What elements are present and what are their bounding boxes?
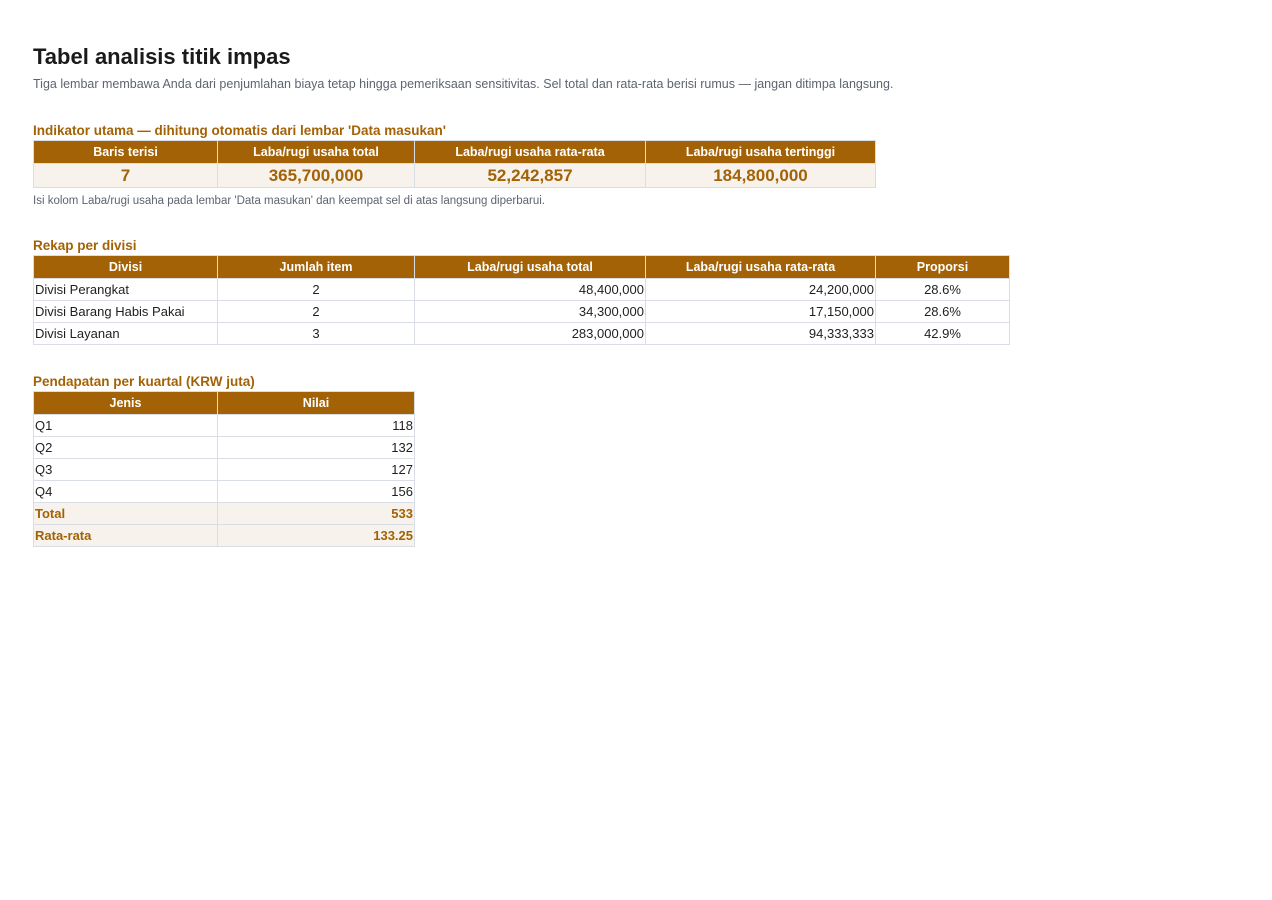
quarterly-table xyxy=(33,391,415,547)
proportion-cell[interactable]: 28.6% xyxy=(876,279,1010,301)
quarter-value-cell[interactable]: 132 xyxy=(218,437,415,459)
average-profit-cell[interactable]: 17,150,000 xyxy=(646,301,876,323)
division-header-cell[interactable]: Proporsi xyxy=(876,256,1010,279)
quarterly-header-row xyxy=(34,392,415,415)
total-profit-cell[interactable]: 48,400,000 xyxy=(415,279,646,301)
kpi-note: Isi kolom Laba/rugi usaha pada lembar 'Data masukan' dan keempat sel di atas langsung diperbarui. xyxy=(33,195,545,207)
item-count-cell[interactable]: 3 xyxy=(218,323,415,345)
quarter-value-cell[interactable]: 118 xyxy=(218,415,415,437)
division-name-cell[interactable]: Divisi Perangkat xyxy=(34,279,218,301)
table-row xyxy=(34,459,415,481)
kpi-header-cell[interactable]: Baris terisi xyxy=(34,141,218,164)
table-row xyxy=(34,323,1010,345)
quarterly-header-cell[interactable]: Jenis xyxy=(34,392,218,415)
kpi-value-cell[interactable]: 365,700,000 xyxy=(218,164,415,188)
quarter-label-cell[interactable]: Q2 xyxy=(34,437,218,459)
division-header-cell[interactable]: Laba/rugi usaha total xyxy=(415,256,646,279)
kpi-value-row xyxy=(34,164,876,188)
quarterly-section-title: Pendapatan per kuartal (KRW juta) xyxy=(33,374,255,389)
total-profit-cell[interactable]: 283,000,000 xyxy=(415,323,646,345)
division-header-cell[interactable]: Jumlah item xyxy=(218,256,415,279)
kpi-section xyxy=(33,122,876,209)
total-label-cell[interactable]: Total xyxy=(34,503,218,525)
average-profit-cell[interactable]: 24,200,000 xyxy=(646,279,876,301)
page-title: Tabel analisis titik impas xyxy=(33,44,291,69)
average-profit-cell[interactable]: 94,333,333 xyxy=(646,323,876,345)
quarter-value-cell[interactable]: 127 xyxy=(218,459,415,481)
total-row xyxy=(34,503,415,525)
division-header-cell[interactable]: Divisi xyxy=(34,256,218,279)
average-value-cell[interactable]: 133.25 xyxy=(218,525,415,547)
kpi-header-cell[interactable]: Laba/rugi usaha rata-rata xyxy=(415,141,646,164)
total-profit-cell[interactable]: 34,300,000 xyxy=(415,301,646,323)
total-value-cell[interactable]: 533 xyxy=(218,503,415,525)
sheet-page xyxy=(33,43,1253,543)
table-row xyxy=(34,481,415,503)
page-subtitle: Tiga lembar membawa Anda dari penjumlahan biaya tetap hingga pemeriksaan sensitivitas. Sel total dan rata-rata berisi rumus — jangan ditimpa langsung. xyxy=(33,77,894,91)
table-row xyxy=(34,279,1010,301)
item-count-cell[interactable]: 2 xyxy=(218,279,415,301)
division-header-row xyxy=(34,256,1010,279)
quarter-label-cell[interactable]: Q4 xyxy=(34,481,218,503)
division-name-cell[interactable]: Divisi Layanan xyxy=(34,323,218,345)
table-row xyxy=(34,415,415,437)
kpi-section-title: Indikator utama — dihitung otomatis dari lembar 'Data masukan' xyxy=(33,123,446,138)
average-label-cell[interactable]: Rata-rata xyxy=(34,525,218,547)
kpi-header-cell[interactable]: Laba/rugi usaha total xyxy=(218,141,415,164)
quarterly-header-cell[interactable]: Nilai xyxy=(218,392,415,415)
kpi-value-cell[interactable]: 184,800,000 xyxy=(646,164,876,188)
division-name-cell[interactable]: Divisi Barang Habis Pakai xyxy=(34,301,218,323)
proportion-cell[interactable]: 28.6% xyxy=(876,301,1010,323)
quarter-label-cell[interactable]: Q1 xyxy=(34,415,218,437)
kpi-header-row xyxy=(34,141,876,164)
division-section-title: Rekap per divisi xyxy=(33,238,137,253)
kpi-value-cell[interactable]: 7 xyxy=(34,164,218,188)
quarter-value-cell[interactable]: 156 xyxy=(218,481,415,503)
quarterly-section xyxy=(33,373,415,547)
kpi-value-cell[interactable]: 52,242,857 xyxy=(415,164,646,188)
average-row xyxy=(34,525,415,547)
quarter-label-cell[interactable]: Q3 xyxy=(34,459,218,481)
division-table xyxy=(33,255,1010,345)
proportion-cell[interactable]: 42.9% xyxy=(876,323,1010,345)
table-row xyxy=(34,437,415,459)
kpi-table xyxy=(33,140,876,188)
item-count-cell[interactable]: 2 xyxy=(218,301,415,323)
division-header-cell[interactable]: Laba/rugi usaha rata-rata xyxy=(646,256,876,279)
kpi-header-cell[interactable]: Laba/rugi usaha tertinggi xyxy=(646,141,876,164)
division-section xyxy=(33,237,1010,345)
table-row xyxy=(34,301,1010,323)
